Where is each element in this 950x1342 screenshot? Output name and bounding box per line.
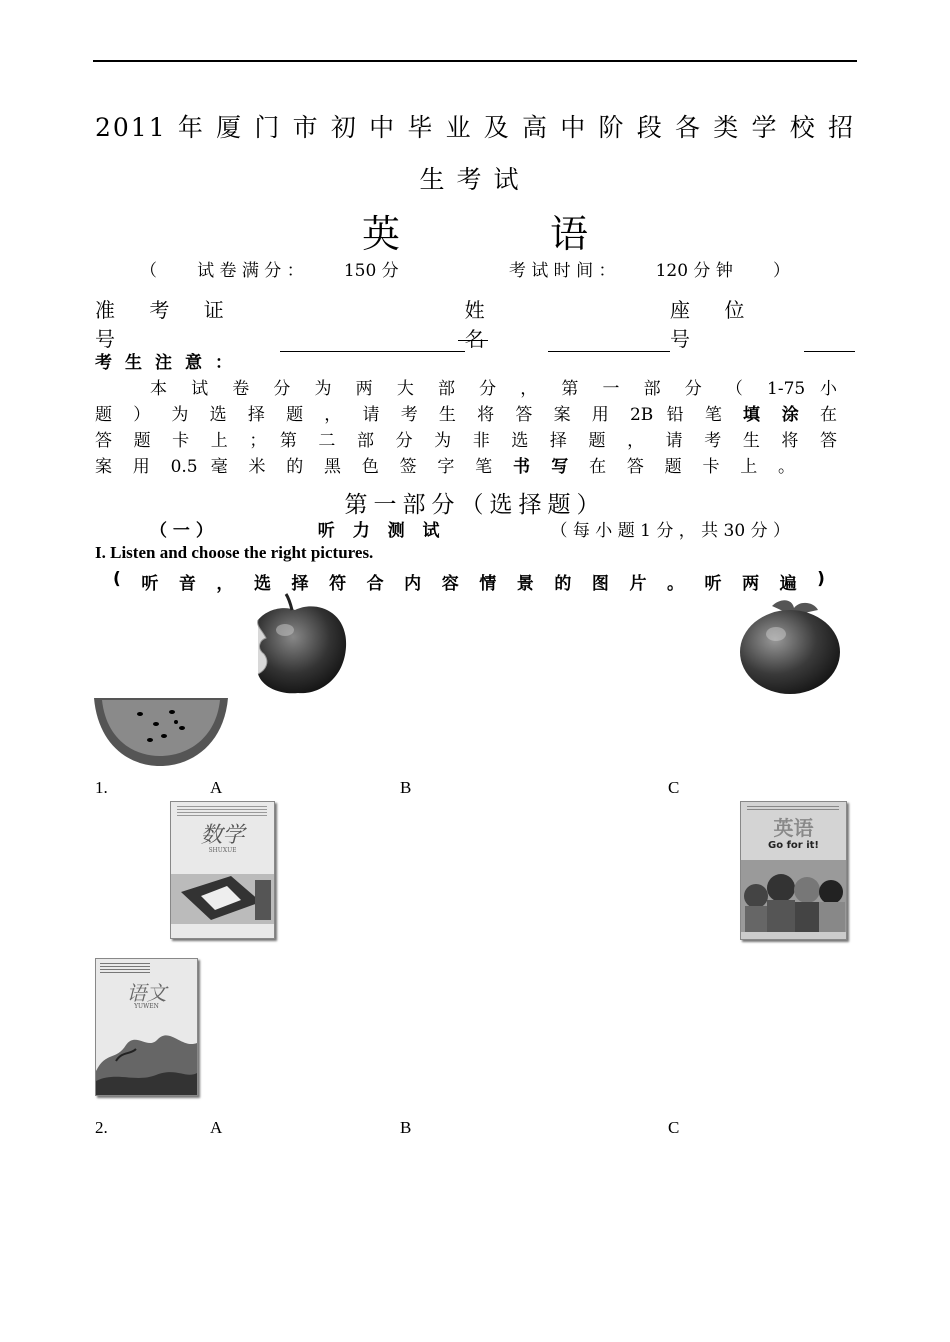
listening-title: 听 力 测 试 bbox=[317, 521, 446, 541]
name-label: 姓 名 bbox=[464, 298, 499, 351]
instruction-char: 的 bbox=[554, 574, 572, 594]
section1-instruction bbox=[113, 569, 825, 594]
question-2-option-a[interactable]: A bbox=[210, 1118, 223, 1137]
instruction-char: 听 bbox=[141, 574, 159, 594]
chinese-book-title: 语文 bbox=[126, 981, 167, 1005]
question-1-option-a[interactable]: A bbox=[210, 778, 223, 797]
question-1-option-b[interactable]: B bbox=[400, 778, 412, 797]
instruction-char: ， bbox=[216, 574, 234, 594]
exam-title-line1: 2011年厦门市初中毕业及高中阶段各类学校招 bbox=[95, 113, 855, 142]
chinese-book-pinyin: YUWEN bbox=[134, 1003, 159, 1010]
bitten-apple-image bbox=[240, 592, 350, 697]
question-2-option-b[interactable]: B bbox=[400, 1118, 412, 1137]
english-textbook-image bbox=[740, 801, 847, 940]
instruction-char: 图 bbox=[591, 574, 609, 594]
notice-heading: 考生注意： bbox=[95, 353, 245, 373]
meta-open-paren: （ bbox=[140, 261, 157, 281]
instruction-char: 景 bbox=[516, 574, 534, 594]
seat-field[interactable] bbox=[804, 331, 855, 352]
math-book-pinyin: SHUXUE bbox=[208, 847, 237, 854]
exam-number-label: 准 考 证 号 bbox=[95, 298, 238, 351]
listening-section-number: （ 一 ） bbox=[150, 521, 213, 541]
full-marks-value: 150 分 bbox=[343, 261, 399, 281]
english-book-title: 英语 bbox=[773, 816, 814, 840]
instruction-char: ( bbox=[113, 569, 121, 589]
subject-char-2: 语 bbox=[550, 212, 589, 256]
question-2-option-c[interactable]: C bbox=[668, 1118, 680, 1137]
seat-label: 座 位 号 bbox=[670, 298, 759, 351]
instruction-char: 听 bbox=[704, 574, 722, 594]
exam-number-field[interactable] bbox=[280, 331, 464, 352]
notice-line-4 bbox=[95, 452, 795, 477]
instruction-char: 情 bbox=[479, 574, 497, 594]
instruction-char: 音 bbox=[178, 574, 196, 594]
meta-close-paren: ） bbox=[772, 261, 790, 281]
math-textbook-image bbox=[170, 801, 275, 939]
notice-line-1: 本 试 卷 分 为 两 大 部 分 ， 第 一 部 分 （ 1-75 小 bbox=[150, 379, 837, 399]
subject-char-1: 英 bbox=[361, 212, 400, 256]
instruction-char: 容 bbox=[441, 574, 459, 594]
chinese-textbook-image bbox=[95, 958, 198, 1096]
question-1-number: 1. bbox=[95, 778, 108, 797]
watermelon-slice-image bbox=[92, 694, 232, 770]
whole-apple-image bbox=[738, 596, 843, 696]
notice-line-2-end: 在 bbox=[820, 405, 837, 425]
notice-line-4-text: 案 用 0.5 毫 米 的 黑 色 签 字 笔 bbox=[95, 457, 500, 477]
instruction-char: 两 bbox=[742, 574, 760, 594]
instruction-char: 遍 bbox=[779, 574, 797, 594]
instruction-char: 内 bbox=[404, 574, 422, 594]
notice-line-4-end: 在 答 题 卡 上 。 bbox=[589, 457, 796, 477]
name-field[interactable] bbox=[548, 331, 670, 352]
english-book-subtitle: Go for it! bbox=[768, 840, 819, 851]
instruction-char: ) bbox=[817, 569, 825, 589]
full-marks-label: 试 卷 满 分 ： bbox=[197, 261, 304, 281]
question-2-number: 2. bbox=[95, 1118, 108, 1137]
candidate-info-line bbox=[95, 294, 855, 352]
question-1-option-c[interactable]: C bbox=[668, 778, 680, 797]
exam-meta bbox=[140, 256, 790, 281]
part1-heading: 第一部分（选择题） bbox=[344, 492, 606, 518]
section1-heading: I. Listen and choose the right pictures. bbox=[95, 543, 374, 562]
time-label: 考 试 时 间 ： bbox=[508, 261, 616, 281]
math-book-title: 数学 bbox=[200, 823, 245, 848]
notice-line-2 bbox=[95, 400, 837, 425]
notice-write-emphasis: 书 写 bbox=[513, 457, 576, 477]
instruction-char: 。 bbox=[666, 574, 684, 594]
seat-field-continuation bbox=[458, 328, 488, 341]
notice-line-3: 答 题 卡 上 ； 第 二 部 分 为 非 选 择 题 ， 请 考 生 将 答 bbox=[95, 431, 837, 451]
notice-line-2-text: 题 ） 为 选 择 题 ， 请 考 生 将 答 案 用 2B 铅 笔 bbox=[95, 405, 730, 425]
instruction-char: 合 bbox=[366, 574, 384, 594]
notice-fill-emphasis: 填 涂 bbox=[743, 405, 807, 425]
instruction-char: 选 bbox=[253, 574, 271, 594]
listening-heading bbox=[150, 516, 790, 541]
time-value: 120 分 钟 bbox=[655, 261, 733, 281]
instruction-char: 符 bbox=[329, 574, 347, 594]
listening-scoring: （ 每 小 题 1 分 ， 共 30 分 ） bbox=[550, 521, 790, 541]
instruction-char: 择 bbox=[291, 574, 309, 594]
instruction-char: 片 bbox=[629, 574, 647, 594]
subject-title bbox=[0, 203, 950, 258]
header-rule bbox=[93, 60, 857, 62]
exam-title-line2: 生考试 bbox=[419, 165, 531, 194]
